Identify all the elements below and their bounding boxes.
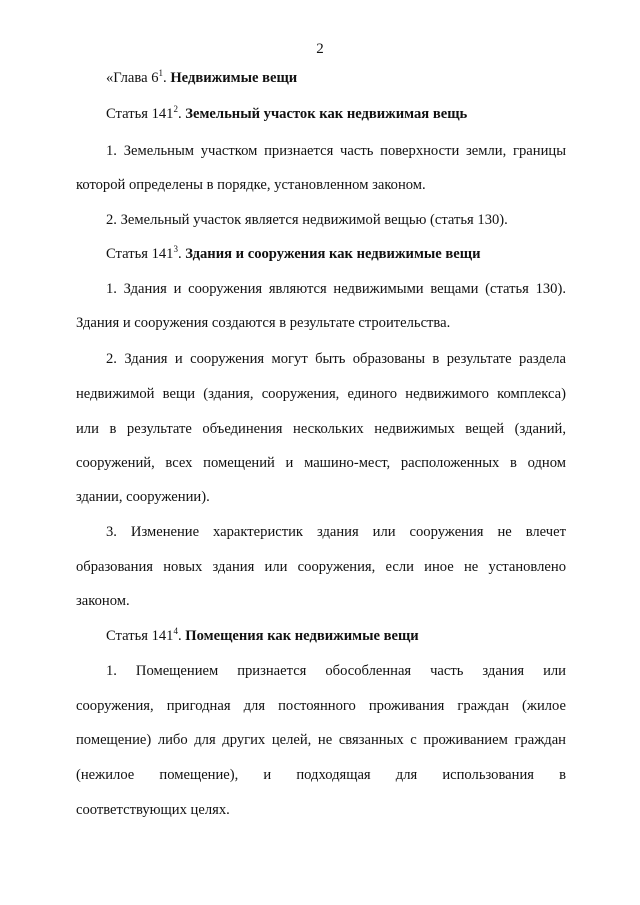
paragraph-line: которой определены в порядке, установленном законом. [76,177,426,193]
article-sep: . [177,106,186,122]
article-prefix: Статья 141 [106,246,174,262]
paragraph-line: сооружения, пригодная для постоянного проживания граждан (жилое [76,698,566,714]
article-title: Здания и сооружения как недвижимые вещи [185,246,481,262]
article-heading [106,246,566,263]
paragraph-line: 1. Помещением признается обособленная часть здания или [106,663,566,679]
article-title: Земельный участок как недвижимая вещь [185,106,468,122]
chapter-prefix: «Глава 6 [106,70,159,86]
paragraph-line: (нежилое помещение), и подходящая для использования в [76,767,566,783]
paragraph-line: или в результате объединения нескольких недвижимых вещей (зданий, [76,421,566,437]
paragraph-line: помещение) либо для других целей, не связанных с проживанием граждан [76,732,566,748]
page-number: 2 [316,41,324,57]
article-heading [106,628,566,645]
article-sup: 2 [173,104,178,115]
paragraph-line: недвижимой вещи (здания, сооружения, единого недвижимого комплекса) [76,386,566,402]
article-heading [106,106,566,123]
article-prefix: Статья 141 [106,628,174,644]
chapter-sup: 1 [158,68,164,79]
article-sup: 4 [173,626,178,637]
paragraph-line: соответствующих целях. [76,802,230,818]
paragraph-line: 1. Здания и сооружения являются недвижимыми вещами (статья 130). [106,281,566,297]
paragraph-line: Здания и сооружения создаются в результате строительства. [76,315,451,331]
paragraph-line: 1. Земельным участком признается часть поверхности земли, границы [106,143,566,159]
paragraph-line: 2. Земельный участок является недвижимой вещью (статья 130). [106,212,508,228]
article-prefix: Статья 141 [106,106,174,122]
paragraph-line: законом. [76,593,130,609]
article-sup: 3 [173,244,178,255]
paragraph-line: 2. Здания и сооружения могут быть образованы в результате раздела [106,351,566,367]
article-sep: . [177,246,186,262]
paragraph-line: образования новых здания или сооружения, если иное не установлено [76,559,566,575]
paragraph-line: здании, сооружении). [76,489,210,505]
article-sep: . [177,628,186,644]
chapter-sep: . [163,70,171,86]
chapter-heading [106,70,566,87]
chapter-title: Недвижимые вещи [170,70,298,86]
paragraph-line: сооружений, всех помещений и машино-мест, расположенных в одном [76,455,566,471]
paragraph-line: 3. Изменение характеристик здания или сооружения не влечет [106,524,566,540]
article-title: Помещения как недвижимые вещи [185,628,419,644]
